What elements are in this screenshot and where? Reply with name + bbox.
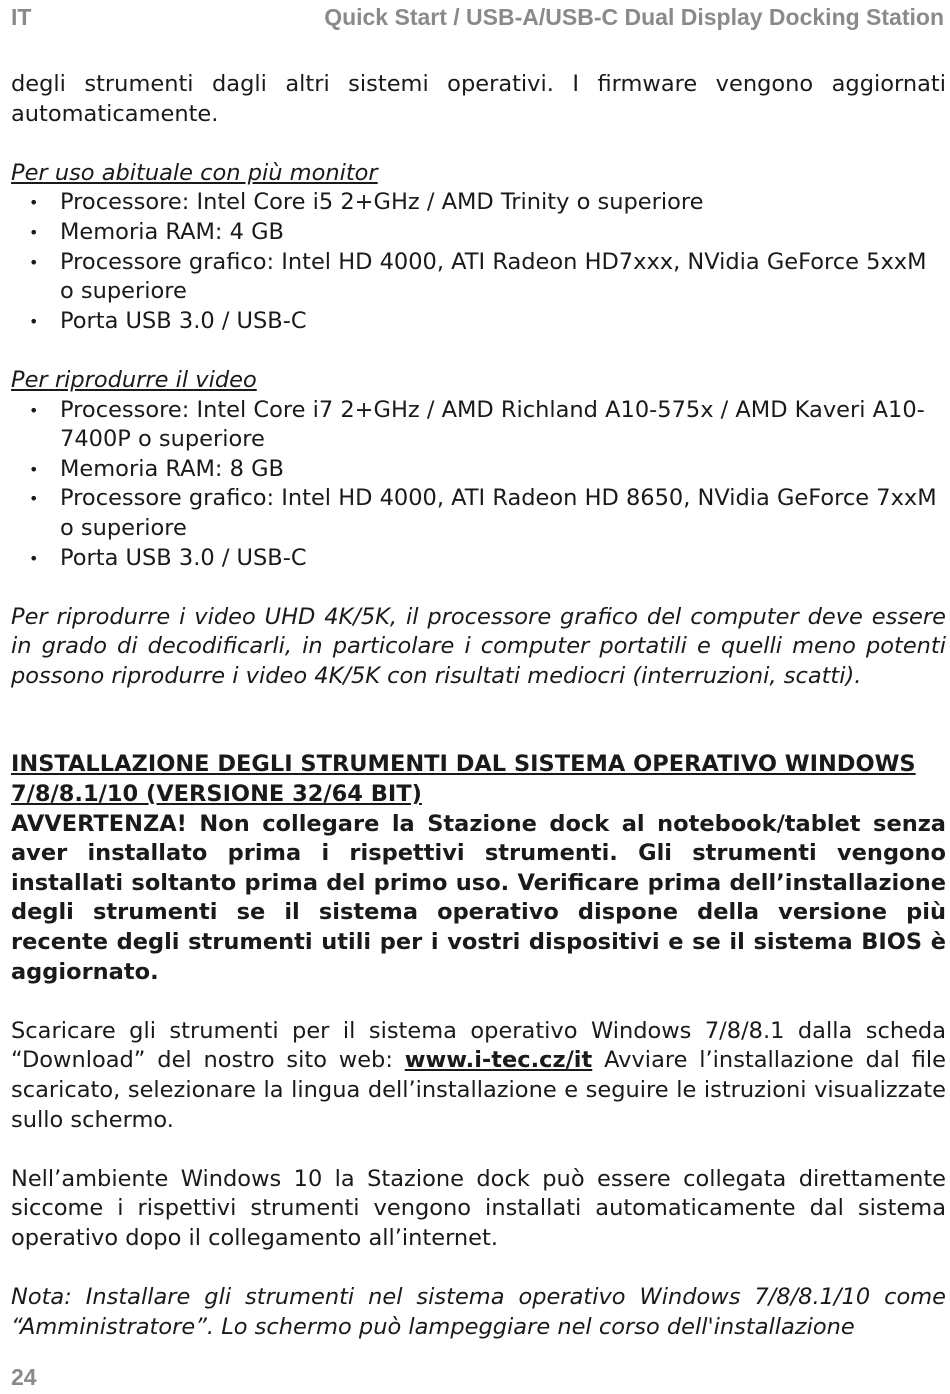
page-content [11,70,946,1342]
list-item: • Memoria RAM: 8 GB [11,455,946,485]
download-text-after: Avviare l’installazione dal file scaricato, selezionare la lingua dell’installazione e seguire le istruzioni visualizzate sullo schermo. [11,1047,946,1133]
uhd-note: Per riprodurre i video UHD 4K/5K, il processore grafico del computer deve essere in grado di decodificarli, in particolare i computer portatili e quelli meno potenti possono riprodurre i video 4K/5K con risultati mediocri (interruzioni, scatti). [11,603,946,689]
multi-monitor-list [11,188,946,336]
list-item: • Porta USB 3.0 / USB-C [11,544,946,574]
list-item: • Processore: Intel Core i5 2+GHz / AMD Trinity o superiore [11,188,946,218]
list-item: • Porta USB 3.0 / USB-C [11,307,946,337]
page-header [0,0,950,36]
download-link[interactable]: www.i-tec.cz/it [404,1047,593,1074]
install-heading: INSTALLAZIONE DEGLI STRUMENTI DAL SISTEMA OPERATIVO WINDOWS 7/8/8.1/10 (VERSIONE 32/64 BIT) [11,751,916,808]
multi-monitor-title: Per uso abituale con più monitor [11,159,378,186]
download-paragraph [11,1017,946,1135]
video-list [11,396,946,574]
list-item: • Processore: Intel Core i7 2+GHz / AMD Richland A10-575x / AMD Kaveri A10-7400P o superiore [11,396,946,455]
language-code: IT [11,4,32,30]
list-item: • Processore grafico: Intel HD 4000, ATI Radeon HD7xxx, NVidia GeForce 5xxM o superiore [11,248,946,307]
document-title: Quick Start / USB-A/USB-C Dual Display Docking Station [324,4,944,30]
admin-note: Nota: Installare gli strumenti nel sistema operativo Windows 7/8/8.1/10 come “Amministratore”. Lo schermo può lampeggiare nel corso dell'installazione [11,1284,946,1340]
list-item: • Processore grafico: Intel HD 4000, ATI Radeon HD 8650, NVidia GeForce 7xxM o superiore [11,484,946,543]
list-item: • Memoria RAM: 4 GB [11,218,946,248]
download-text: Scaricare gli strumenti per il sistema operativo Windows 7/8/8.1 dalla scheda “Download” del nostro sito web: [11,1017,946,1074]
install-warning: AVVERTENZA! Non collegare la Stazione dock al notebook/tablet senza aver installato prima i rispettivi strumenti. Gli strumenti vengono installati soltanto prima del primo uso. Verificare prima dell’installazione degli strumenti se il sistema operativo dispone della versione più recente degli strumenti utili per i vostri dispositivi e se il sistema BIOS è aggiornato. [11,810,946,985]
video-title: Per riprodurre il video [11,366,257,393]
intro-paragraph: degli strumenti dagli altri sistemi operativi. I firmware vengono aggiornati automaticamente. [11,71,946,127]
page-number: 24 [11,1364,37,1390]
windows10-paragraph: Nell’ambiente Windows 10 la Stazione dock può essere collegata direttamente siccome i rispettivi strumenti vengono installati automaticamente dal sistema operativo dopo il collegamento all’internet. [11,1165,946,1251]
